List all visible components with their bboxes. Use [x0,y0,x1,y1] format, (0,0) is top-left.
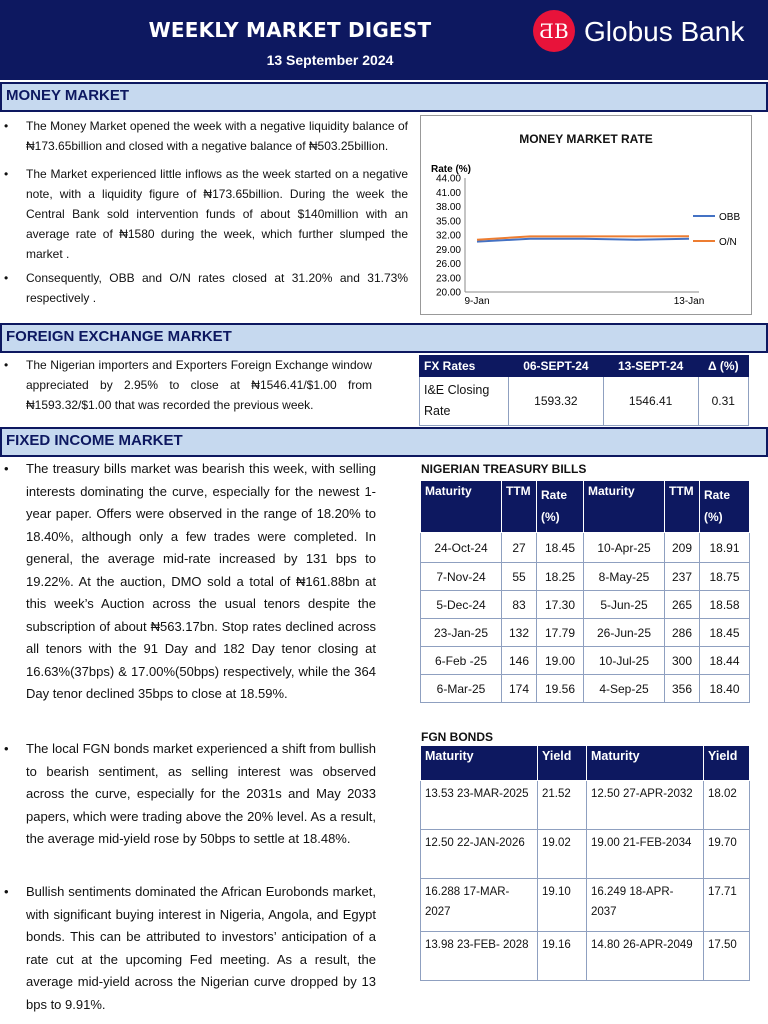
section-heading: MONEY MARKET [6,87,130,104]
table-row [421,879,750,932]
table-header: Rate (%) [700,481,750,533]
table-cell: 7-Nov-24 [421,563,502,591]
table-cell: 19.00 [537,647,584,675]
table-row [421,533,750,563]
section-money-market [0,82,768,112]
y-tick-label: 32.00 [435,230,461,242]
x-tick-label: 13-Jan [673,296,705,307]
section-fixed-income [0,427,768,457]
bullet-text: Consequently, OBB and O/N rates closed at 31.20% and 31.73% respectively . [26,271,408,305]
legend-label: O/N [719,237,737,248]
table-header: Yield [538,746,587,781]
table-cell: 5-Dec-24 [421,591,502,619]
table-header: Yield [704,746,750,781]
chart-title: MONEY MARKET RATE [519,132,653,146]
table-cell: 14.80 26-APR-2049 [587,932,704,981]
table-cell: 237 [665,563,700,591]
table-cell: 13.53 23-MAR-2025 [421,781,538,830]
table-cell: 132 [502,619,537,647]
table-header-row [421,481,750,533]
fgn-bonds-table [420,745,750,981]
section-heading: FIXED INCOME MARKET [6,432,183,449]
x-tick-label: 9-Jan [464,296,490,307]
table-cell: 18.75 [700,563,750,591]
y-tick-label: 26.00 [435,259,461,270]
table-cell: 356 [665,675,700,703]
table-header-row [420,356,749,377]
table-cell: 209 [665,533,700,563]
table-cell: 1546.41 [603,377,698,426]
table-cell: 8-May-25 [584,563,665,591]
legend-label: OBB [719,212,741,223]
list-item: • Consequently, OBB and O/N rates closed at 31.20% and 31.73% respectively . [4,268,408,308]
list-item: • The Market experienced little inflows as the week started on a negative note, with a liquidity figure of ₦173.65billion. During the week the Central Bank sold intervention funds of about $140million with an average rate of ₦1580 during the week, which further slumped the market . [4,164,408,264]
y-tick-label: 41.00 [435,187,461,199]
section-heading: FOREIGN EXCHANGE MARKET [6,328,232,345]
report-header [0,0,768,80]
table-cell: 18.91 [700,533,750,563]
table-cell: 17.30 [537,591,584,619]
bullet-text: The Nigerian importers and Exporters Foreign Exchange window appreciated by 2.95% to close at ₦1546.41/$1.00 from ₦1593.32/$1.00 that was recorded the previous week. [26,358,372,412]
bullet-text: The local FGN bonds market experienced a shift from bullish to bearish sentiment, as selling interest was observed across the curve, especially for the 2031s and May 2033 papers, which were trading above the 20% level. As a result, the average mid-yield rose by 50bps to settle at 18.48%. [26,741,376,846]
table-cell: 300 [665,647,700,675]
bullet-text: The Money Market opened the week with a negative liquidity balance of ₦173.65billion and closed with a negative balance of ₦503.25billion. [26,119,408,153]
table-cell: 18.45 [700,619,750,647]
table-header: Maturity [584,481,665,533]
table-cell: 21.52 [538,781,587,830]
table-header: 13-SEPT-24 [603,356,698,377]
table-cell: 17.79 [537,619,584,647]
list-item: • The Money Market opened the week with a negative liquidity balance of ₦173.65billion and closed with a negative balance of ₦503.25billion. [4,116,408,156]
table-header: 06-SEPT-24 [509,356,604,377]
table-cell: 18.45 [537,533,584,563]
table-cell: 55 [502,563,537,591]
y-tick-label: 20.00 [435,287,461,299]
table-header: Rate (%) [537,481,584,533]
table-header: Δ (%) [698,356,749,377]
table-cell: 19.56 [537,675,584,703]
table-cell: 10-Jul-25 [584,647,665,675]
table-row [420,377,749,426]
table-row [421,591,750,619]
table-header: Maturity [587,746,704,781]
list-item: • The treasury bills market was bearish this week, with selling interests dominating the curve, especially for the newest 1-year paper. Offers were observed in the range of 18.20% to 18.40%, although only a few trades were completed. In general, the average mid-rate increased by 131 bps to 19.22%. At the auction, DMO sold a total of ₦161.88bn at this week’s Auction across the usual tenors despite the subscription of about ₦563.17bn. Stop rates declined across all tenors with the 91 Day and 182 Day tenor closing at 16.63%(37bps) & 17.00%(50bps) respectively, while the 364 Day tenor declined 35bps to close at 18.59%. [4,458,376,706]
table-header: Maturity [421,481,502,533]
table-cell: I&E Closing Rate [420,377,509,426]
table-header: Maturity [421,746,538,781]
y-tick-label: 38.00 [435,202,461,213]
table-cell: 12.50 22-JAN-2026 [421,830,538,879]
table-cell: 146 [502,647,537,675]
logo-mark-text: ƋB [539,19,569,43]
table-row [421,830,750,879]
table-cell: 18.02 [704,781,750,830]
table-cell: 6-Feb -25 [421,647,502,675]
table-cell: 19.16 [538,932,587,981]
tbills-body [421,533,750,703]
table-row [421,563,750,591]
series-line-obb [477,239,689,242]
list-item: • The Nigerian importers and Exporters Foreign Exchange window appreciated by 2.95% to close at ₦1546.41/$1.00 from ₦1593.32/$1.00 that was recorded the previous week. [4,355,372,415]
table-cell: 0.31 [698,377,749,426]
bullet-text: The Market experienced little inflows as the week started on a negative note, with a liquidity figure of ₦173.65billion. During the week the Central Bank sold intervention funds of about $140million with an average rate of ₦1580 during the week, which further slumped the market . [26,167,408,261]
globus-logo-icon [533,10,575,52]
treasury-bills-table [420,480,750,703]
table-header-row [421,746,750,781]
y-tick-label: 29.00 [435,244,461,256]
table-cell: 19.02 [538,830,587,879]
report-date: 13 September 2024 [266,52,394,68]
table-cell: 19.70 [704,830,750,879]
table-row [421,647,750,675]
brand-name: Globus Bank [584,16,745,47]
bonds-body [421,781,750,981]
table-cell: 23-Jan-25 [421,619,502,647]
table-cell: 18.25 [537,563,584,591]
table-row [421,619,750,647]
money-market-chart [420,115,752,315]
table-cell: 10-Apr-25 [584,533,665,563]
table-cell: 12.50 27-APR-2032 [587,781,704,830]
list-item: • Bullish sentiments dominated the African Eurobonds market, with significant buying interest in Nigeria, Angola, and Egypt bonds. This can be attributed to investors’ anticipation of a rate cut at the upcoming Fed meeting. As a result, the average mid-yield across the Nigerian curve dropped by 13 bps to 9.91%. [4,881,376,1016]
report-title: WEEKLY MARKET DIGEST [148,18,432,42]
table-header: FX Rates [420,356,509,377]
table-cell: 16.249 18-APR-2037 [587,879,704,932]
table-cell: 17.50 [704,932,750,981]
table-cell: 26-Jun-25 [584,619,665,647]
table-cell: 18.58 [700,591,750,619]
table-cell: 19.00 21-FEB-2034 [587,830,704,879]
table-cell: 18.40 [700,675,750,703]
table-header: TTM [502,481,537,533]
table-cell: 19.10 [538,879,587,932]
table-row [421,781,750,830]
table-cell: 16.288 17-MAR-2027 [421,879,538,932]
y-tick-label: 44.00 [435,173,461,185]
table-cell: 265 [665,591,700,619]
y-tick-label: 35.00 [435,216,461,228]
table-cell: 24-Oct-24 [421,533,502,563]
bullet-text: Bullish sentiments dominated the African Eurobonds market, with significant buying interest in Nigeria, Angola, and Egypt bonds. This can be attributed to investors’ anticipation of a rate cut at the upcoming Fed meeting. As a result, the average mid-yield across the Nigerian curve dropped by 13 bps to 9.91%. [26,884,376,1012]
bullet-text: The treasury bills market was bearish this week, with selling interests dominating the curve, especially for the newest 1-year paper. Offers were observed in the range of 18.20% to 18.40%, although only a few trades were completed. In general, the average mid-rate increased by 131 bps to 19.22%. At the auction, DMO sold a total of ₦161.88bn at this week’s Auction across the usual tenors despite the subscription of about ₦563.17bn. Stop rates declined across all tenors with the 91 Day and 182 Day tenor closing at 16.63%(37bps) & 17.00%(50bps) respectively, while the 364 Day tenor declined 35bps to close at 18.59%. [26,461,376,701]
tbills-title: NIGERIAN TREASURY BILLS [421,462,587,476]
table-cell: 174 [502,675,537,703]
chart-svg [421,116,751,314]
y-tick-label: 23.00 [435,273,461,285]
table-cell: 13.98 23-FEB- 2028 [421,932,538,981]
table-cell: 4-Sep-25 [584,675,665,703]
table-cell: 27 [502,533,537,563]
table-cell: 6-Mar-25 [421,675,502,703]
table-row [421,932,750,981]
fx-rates-table [419,355,749,426]
table-cell: 83 [502,591,537,619]
table-cell: 18.44 [700,647,750,675]
table-row [421,675,750,703]
table-header: TTM [665,481,700,533]
table-cell: 5-Jun-25 [584,591,665,619]
table-cell: 17.71 [704,879,750,932]
y-axis-label: Rate (%) [431,164,472,175]
section-foreign-exchange [0,323,768,353]
table-cell: 286 [665,619,700,647]
table-cell: 1593.32 [509,377,604,426]
bonds-title: FGN BONDS [421,730,493,744]
list-item: • The local FGN bonds market experienced a shift from bullish to bearish sentiment, as selling interest was observed across the curve, especially for the 2031s and May 2033 papers, which were trading above the 20% level. As a result, the average mid-yield rose by 50bps to settle at 18.48%. [4,738,376,851]
